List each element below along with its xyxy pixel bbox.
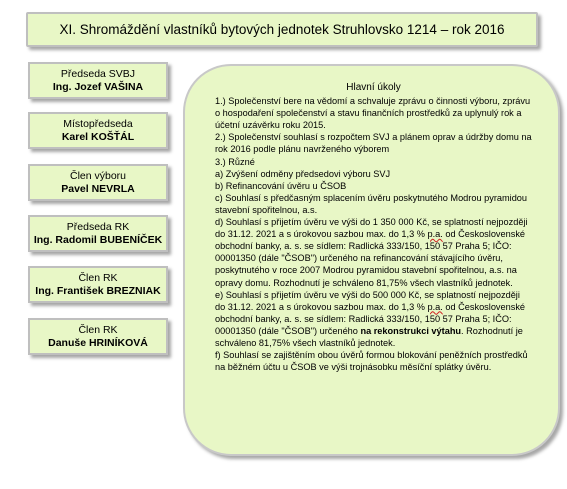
task-item-2: 2.) Společenství souhlasí s rozpočtem SVJ a plánem oprav a údržby domu na rok 2016 podle plánu navrženého výborem [215, 132, 532, 155]
person-box-audit-member-2 [28, 318, 168, 355]
page-title-text: XI. Shromáždění vlastníků bytových jednotek Struhlovsko 1214 – rok 2016 [59, 22, 505, 37]
person-name: Pavel NEVRLA [61, 182, 135, 195]
person-role: Člen výboru [69, 169, 127, 182]
person-name: Ing. Radomil BUBENÍČEK [33, 233, 163, 246]
task-e-bold: na rekonstrukci výtahu [360, 325, 462, 336]
person-box-committee-member [28, 164, 168, 201]
task-d-pa: p.a. [427, 229, 443, 240]
person-role: Předseda RK [66, 220, 130, 233]
task-item-b: b) Refinancování úvěru u ČSOB [215, 180, 347, 191]
person-box-vice-chairman [28, 112, 168, 149]
person-role: Místopředseda [63, 117, 133, 130]
task-item-c: c) Souhlasí s předčasným splacením úvěru poskytnutého Modrou pyramidou stavební spořitelnou, a.s. [215, 192, 528, 215]
task-d-text-1: d) Souhlasí s přijetím úvěru ve výši do 1 350 000 Kč, se splatností nejpozději do 31.12. 2021 a s úrokovou sazbou max. do 1,3 % [215, 217, 528, 240]
person-box-chairman [28, 62, 168, 99]
person-role: Předseda SVBJ [60, 67, 136, 80]
task-d-text-2: od Československé obchodní banky, a. s. se sídlem: Radlická 333/150, 150 57 Praha 5; IČO: 00001350 (dále "ČSOB") určeného na refinancování stávajícího úvěru, poskytnutého v roce 2007 Modrou pyramidou stavební spořitelnou, a.s. na opravy domu. Rozhodnutí je schváleno 81,75% všech vlastníků jednotek. [215, 229, 526, 288]
task-item-3: 3.) Různé [215, 156, 255, 167]
task-e-text-2: od Československé obchodní banky, a. s. se sídlem: Radlická 333/150, 150 57 Praha 5; IČO: 00001350 (dále "ČSOB") určeného [215, 301, 526, 336]
person-name: Ing. Jozef VAŠINA [52, 80, 144, 93]
task-e-text-3: . Rozhodnutí je schváleno 81,75% všech vlastníků jednotek. [215, 325, 523, 348]
person-role: Člen RK [78, 323, 118, 336]
task-item-e [215, 289, 532, 349]
person-box-audit-chairman [28, 215, 168, 252]
task-e-text-1: e) Souhlasí s přijetím úvěru ve výši do 500 000 Kč, se splatností nejpozději do 31.12. 2021 a s úrokovou sazbou max. do 1,3 % [215, 289, 520, 312]
tasks-heading: Hlavní úkoly [346, 82, 401, 93]
task-item-a: a) Zvýšení odměny předsedovi výboru SVJ [215, 168, 391, 179]
person-name: Karel KOŠŤÁL [61, 130, 135, 143]
person-name: Danuše HRINÍKOVÁ [48, 336, 148, 349]
page-title [26, 12, 538, 47]
task-e-pa: p.a. [427, 301, 443, 312]
task-item-1: 1.) Společenství bere na vědomí a schvaluje zprávu o činnosti výboru, zprávu o hospodaření společenství a stavu finančních prostředků za uplynulý rok a účetní uzávěrku roku 2015. [215, 96, 531, 131]
task-item-d [215, 216, 532, 289]
main-tasks-panel [183, 64, 560, 456]
person-role: Člen RK [78, 271, 118, 284]
person-box-audit-member-1 [28, 266, 168, 303]
task-item-f: f) Souhlasí se zajištěním obou úvěrů formou blokování peněžních prostředků na běžném účtu u ČSOB ve výši trojnásobku měsíční splátky úvěru. [215, 350, 528, 373]
person-name: Ing. František BREZNIAK [35, 284, 161, 297]
